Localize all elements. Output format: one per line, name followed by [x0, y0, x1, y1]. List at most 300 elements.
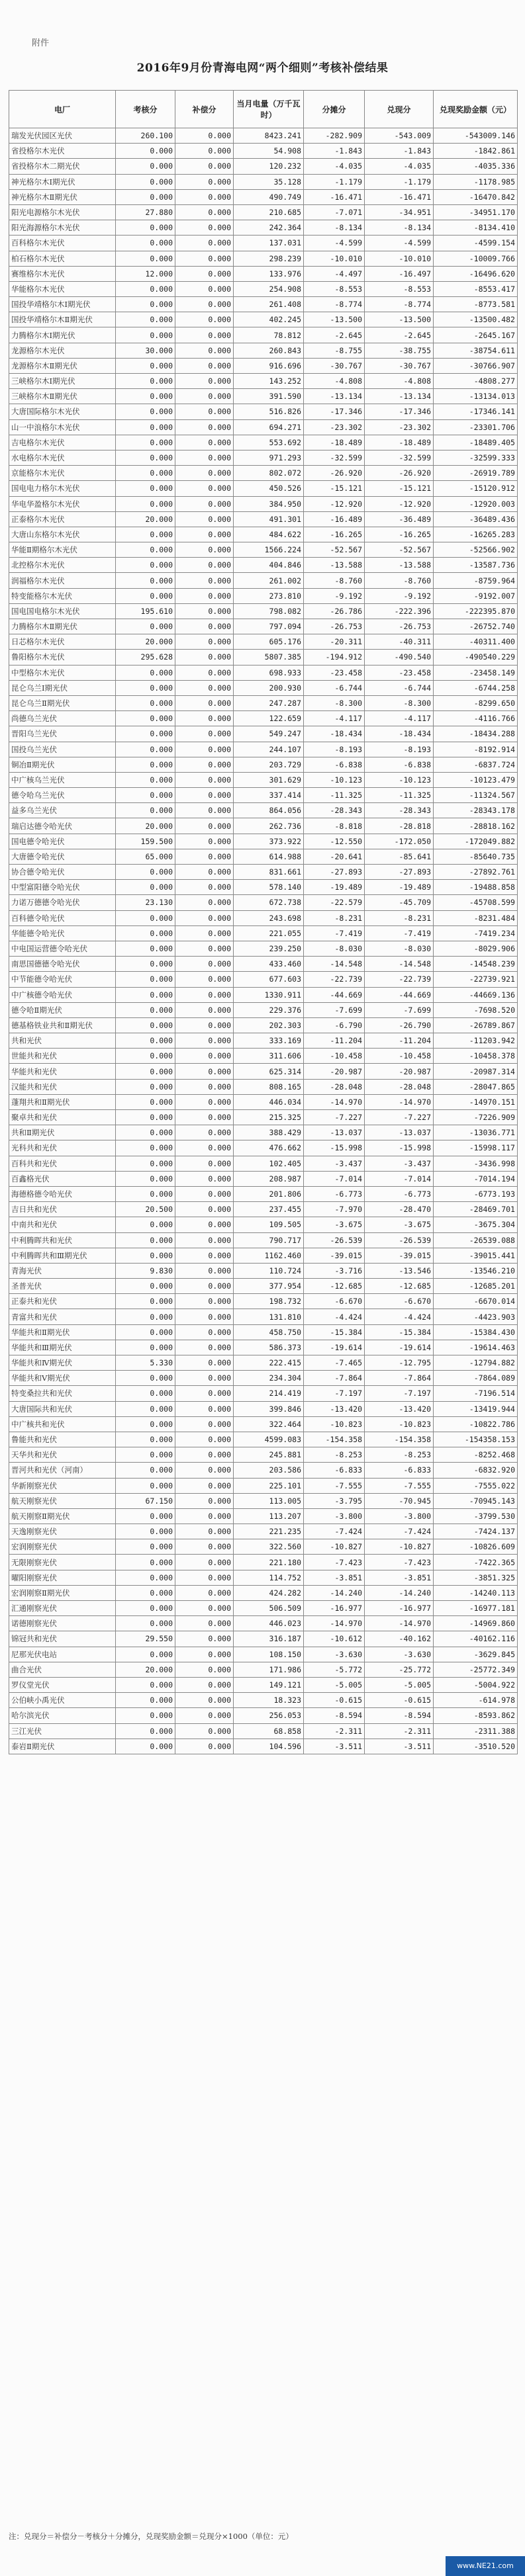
- value-cell: -14240.113: [434, 1585, 518, 1600]
- value-cell: -8.760: [365, 573, 434, 588]
- plant-name-cell: 京能格尔木光伏: [9, 466, 116, 481]
- table-row: [9, 481, 518, 496]
- value-cell: -32.599: [365, 450, 434, 465]
- value-cell: 254.908: [234, 281, 304, 296]
- value-cell: 0.000: [175, 757, 234, 772]
- value-cell: -7419.234: [434, 925, 518, 941]
- plant-name-cell: 昆仑乌兰Ⅰ期光伏: [9, 680, 116, 695]
- table-row: [9, 957, 518, 972]
- value-cell: 0.000: [175, 1616, 234, 1631]
- table-row: [9, 1401, 518, 1416]
- table-row: [9, 925, 518, 941]
- table-row: [9, 1447, 518, 1463]
- value-cell: -19488.858: [434, 880, 518, 895]
- value-cell: -4.808: [304, 374, 365, 389]
- value-cell: 384.950: [234, 496, 304, 511]
- plant-name-cell: 泰岩Ⅱ期光伏: [9, 1739, 116, 1754]
- value-cell: -45708.599: [434, 895, 518, 910]
- value-cell: -7.419: [304, 925, 365, 941]
- table-footnote: 注：兑现分＝补偿分－考核分＋分摊分，兑现奖励金额＝兑现分×1000（单位：元）: [9, 2532, 293, 2541]
- plant-name-cell: 力腾格尔木Ⅱ期光伏: [9, 619, 116, 634]
- value-cell: 260.843: [234, 343, 304, 358]
- table-row: [9, 895, 518, 910]
- value-cell: 5807.385: [234, 650, 304, 665]
- table-row: [9, 1263, 518, 1278]
- table-row: [9, 1555, 518, 1570]
- value-cell: 0.000: [116, 496, 175, 511]
- value-cell: -6832.920: [434, 1463, 518, 1478]
- value-cell: -30.767: [304, 358, 365, 373]
- value-cell: -7.014: [365, 1171, 434, 1186]
- value-cell: -6744.258: [434, 680, 518, 695]
- value-cell: 0.000: [116, 910, 175, 925]
- value-cell: 122.659: [234, 711, 304, 726]
- table-row: [9, 818, 518, 834]
- value-cell: -28.048: [304, 1079, 365, 1094]
- table-row: [9, 450, 518, 465]
- value-cell: -4.599: [365, 236, 434, 251]
- value-cell: -20.987: [304, 1064, 365, 1079]
- value-cell: -3.630: [365, 1647, 434, 1662]
- value-cell: 0.000: [116, 251, 175, 266]
- plant-name-cell: 晋河共和光伏（河南）: [9, 1463, 116, 1478]
- value-cell: -3510.520: [434, 1739, 518, 1754]
- value-cell: -13036.771: [434, 1125, 518, 1140]
- value-cell: -2.311: [304, 1723, 365, 1739]
- value-cell: 0.000: [175, 251, 234, 266]
- value-cell: -10.010: [365, 251, 434, 266]
- table-row: [9, 159, 518, 174]
- value-cell: 0.000: [175, 650, 234, 665]
- value-cell: 433.460: [234, 957, 304, 972]
- value-cell: 0.000: [175, 1125, 234, 1140]
- table-row: [9, 389, 518, 404]
- plant-name-cell: 山一中浪格尔木光伏: [9, 419, 116, 435]
- value-cell: -13419.944: [434, 1401, 518, 1416]
- value-cell: -4035.336: [434, 159, 518, 174]
- attachment-label: 附件: [32, 38, 50, 48]
- value-cell: -490540.229: [434, 650, 518, 665]
- value-cell: -12.795: [365, 1355, 434, 1371]
- value-cell: 0.000: [175, 680, 234, 695]
- value-cell: 0.000: [175, 189, 234, 204]
- value-cell: -6.833: [304, 1463, 365, 1478]
- value-cell: 0.000: [175, 849, 234, 864]
- table-row: [9, 1017, 518, 1033]
- value-cell: 171.986: [234, 1662, 304, 1677]
- value-cell: 0.000: [175, 159, 234, 174]
- table-row: [9, 1064, 518, 1079]
- value-cell: -19.614: [365, 1340, 434, 1355]
- value-cell: 114.752: [234, 1570, 304, 1585]
- value-cell: -19614.463: [434, 1340, 518, 1355]
- value-cell: -3.851: [365, 1570, 434, 1585]
- value-cell: -3.800: [365, 1508, 434, 1524]
- table-row: [9, 1324, 518, 1340]
- value-cell: 0.000: [175, 987, 234, 1002]
- plant-name-cell: 公伯峡小禹光伏: [9, 1693, 116, 1708]
- value-cell: 0.000: [175, 1355, 234, 1371]
- value-cell: -19.489: [304, 880, 365, 895]
- value-cell: 137.031: [234, 236, 304, 251]
- value-cell: 195.610: [116, 603, 175, 619]
- value-cell: -7.197: [365, 1386, 434, 1401]
- value-cell: -11324.567: [434, 788, 518, 803]
- value-cell: -4599.154: [434, 236, 518, 251]
- value-cell: 0.000: [116, 1371, 175, 1386]
- table-row: [9, 128, 518, 144]
- value-cell: 0.000: [116, 466, 175, 481]
- value-cell: -8.594: [365, 1708, 434, 1723]
- value-cell: -10123.479: [434, 772, 518, 787]
- table-row: [9, 174, 518, 189]
- column-header-plant: 电厂: [9, 91, 116, 128]
- plant-name-cell: 华能德令哈光伏: [9, 925, 116, 941]
- table-row: [9, 1693, 518, 1708]
- value-cell: -3.437: [304, 1156, 365, 1171]
- plant-name-cell: 华能共和Ⅲ期光伏: [9, 1340, 116, 1355]
- value-cell: 20.500: [116, 1202, 175, 1217]
- value-cell: -30766.907: [434, 358, 518, 373]
- value-cell: -7422.365: [434, 1555, 518, 1570]
- plant-name-cell: 宏润刚察Ⅱ期光伏: [9, 1585, 116, 1600]
- plant-name-cell: 国投华靖格尔木Ⅱ期光伏: [9, 312, 116, 327]
- plant-name-cell: 德基格铁业共和Ⅱ期光伏: [9, 1017, 116, 1033]
- value-cell: -8192.914: [434, 742, 518, 757]
- table-row: [9, 1140, 518, 1156]
- value-cell: -27.893: [365, 865, 434, 880]
- value-cell: -14.970: [304, 1616, 365, 1631]
- plant-name-cell: 中型格尔木光伏: [9, 665, 116, 680]
- value-cell: 0.000: [175, 1463, 234, 1478]
- value-cell: 578.140: [234, 880, 304, 895]
- value-cell: -7.555: [365, 1478, 434, 1493]
- value-cell: 27.880: [116, 204, 175, 220]
- value-cell: 0.000: [116, 957, 175, 972]
- value-cell: -7.424: [365, 1524, 434, 1539]
- value-cell: -3675.304: [434, 1217, 518, 1232]
- table-row: [9, 972, 518, 987]
- value-cell: 0.000: [116, 404, 175, 419]
- value-cell: -7555.022: [434, 1478, 518, 1493]
- value-cell: 0.000: [116, 1601, 175, 1616]
- value-cell: -7.423: [365, 1555, 434, 1570]
- value-cell: 0.000: [175, 404, 234, 419]
- value-cell: -0.615: [304, 1693, 365, 1708]
- plant-name-cell: 赛维格尔木光伏: [9, 266, 116, 281]
- table-row: [9, 1416, 518, 1432]
- plant-name-cell: 天华共和光伏: [9, 1447, 116, 1463]
- value-cell: -23.458: [304, 665, 365, 680]
- value-cell: -26789.867: [434, 1017, 518, 1033]
- value-cell: 0.000: [175, 941, 234, 956]
- value-cell: 0.000: [175, 1064, 234, 1079]
- value-cell: -13.588: [365, 558, 434, 573]
- table-row: [9, 849, 518, 864]
- value-cell: -8252.468: [434, 1447, 518, 1463]
- value-cell: -27.893: [304, 865, 365, 880]
- value-cell: -7.197: [304, 1386, 365, 1401]
- table-row: [9, 404, 518, 419]
- value-cell: -16.265: [304, 527, 365, 542]
- table-row: [9, 144, 518, 159]
- value-cell: -85640.735: [434, 849, 518, 864]
- value-cell: 0.000: [175, 895, 234, 910]
- value-cell: 484.622: [234, 527, 304, 542]
- plant-name-cell: 哈尔滨光伏: [9, 1708, 116, 1723]
- value-cell: -40162.116: [434, 1631, 518, 1647]
- table-row: [9, 711, 518, 726]
- table-row: [9, 1386, 518, 1401]
- value-cell: 424.282: [234, 1585, 304, 1600]
- value-cell: 0.000: [175, 419, 234, 435]
- value-cell: 0.000: [175, 435, 234, 450]
- table-row: [9, 803, 518, 818]
- plant-name-cell: 华能共和Ⅴ期光伏: [9, 1371, 116, 1386]
- value-cell: 0.000: [175, 1248, 234, 1263]
- value-cell: 916.696: [234, 358, 304, 373]
- value-cell: 0.000: [116, 1447, 175, 1463]
- plant-name-cell: 蓬翔共和Ⅱ期光伏: [9, 1094, 116, 1109]
- table-row: [9, 343, 518, 358]
- value-cell: -28.048: [365, 1079, 434, 1094]
- value-cell: -8553.417: [434, 281, 518, 296]
- value-cell: -10.458: [365, 1049, 434, 1064]
- value-cell: 0.000: [116, 1156, 175, 1171]
- value-cell: -6.744: [365, 680, 434, 695]
- value-cell: -7.970: [304, 1202, 365, 1217]
- value-cell: 222.415: [234, 1355, 304, 1371]
- value-cell: 831.661: [234, 865, 304, 880]
- table-row: [9, 374, 518, 389]
- value-cell: -70.945: [365, 1493, 434, 1508]
- value-cell: 4599.083: [234, 1432, 304, 1447]
- value-cell: 221.180: [234, 1555, 304, 1570]
- value-cell: 446.023: [234, 1616, 304, 1631]
- value-cell: -4.117: [304, 711, 365, 726]
- value-cell: -20987.314: [434, 1064, 518, 1079]
- value-cell: -10.827: [365, 1539, 434, 1555]
- plant-name-cell: 航天刚察光伏: [9, 1493, 116, 1508]
- value-cell: 0.000: [175, 389, 234, 404]
- value-cell: -3.511: [304, 1739, 365, 1754]
- value-cell: 0.000: [116, 1017, 175, 1033]
- plant-name-cell: 益多乌兰光伏: [9, 803, 116, 818]
- table-row: [9, 726, 518, 742]
- value-cell: -3.675: [304, 1217, 365, 1232]
- results-table: [9, 90, 518, 1754]
- plant-name-cell: 中型富阳德令哈光伏: [9, 880, 116, 895]
- table-row: [9, 1662, 518, 1677]
- value-cell: 672.738: [234, 895, 304, 910]
- value-cell: 0.000: [175, 742, 234, 757]
- value-cell: -13500.482: [434, 312, 518, 327]
- plant-name-cell: 华新刚察光伏: [9, 1478, 116, 1493]
- table-row: [9, 466, 518, 481]
- value-cell: -10.123: [304, 772, 365, 787]
- value-cell: 0.000: [175, 1570, 234, 1585]
- value-cell: 143.252: [234, 374, 304, 389]
- value-cell: -44.669: [365, 987, 434, 1002]
- value-cell: 0.000: [175, 910, 234, 925]
- value-cell: -13.134: [304, 389, 365, 404]
- table-row: [9, 1463, 518, 1478]
- value-cell: -2.645: [365, 327, 434, 343]
- value-cell: -22739.921: [434, 972, 518, 987]
- value-cell: 0.000: [175, 1386, 234, 1401]
- value-cell: 0.000: [116, 941, 175, 956]
- plant-name-cell: 昆仑乌兰Ⅱ期光伏: [9, 695, 116, 710]
- plant-name-cell: 华能共和Ⅳ期光伏: [9, 1355, 116, 1371]
- value-cell: 234.304: [234, 1371, 304, 1386]
- value-cell: -6.790: [304, 1017, 365, 1033]
- plant-name-cell: 力腾格尔木Ⅰ期光伏: [9, 327, 116, 343]
- value-cell: -2.645: [304, 327, 365, 343]
- value-cell: 0.000: [116, 1171, 175, 1186]
- value-cell: 391.590: [234, 389, 304, 404]
- value-cell: -9192.007: [434, 588, 518, 603]
- plant-name-cell: 德令哈乌兰光伏: [9, 788, 116, 803]
- value-cell: -4.497: [304, 266, 365, 281]
- value-cell: 0.000: [116, 1539, 175, 1555]
- value-cell: -14.240: [304, 1585, 365, 1600]
- value-cell: 0.000: [175, 834, 234, 849]
- column-header-compensation: 补偿分: [175, 91, 234, 128]
- value-cell: -7.699: [304, 1002, 365, 1017]
- value-cell: 29.550: [116, 1631, 175, 1647]
- value-cell: -154.358: [304, 1432, 365, 1447]
- value-cell: -154358.153: [434, 1432, 518, 1447]
- value-cell: -16.977: [304, 1601, 365, 1616]
- value-cell: -7424.137: [434, 1524, 518, 1539]
- plant-name-cell: 华电华盈格尔木光伏: [9, 496, 116, 511]
- value-cell: -7.227: [365, 1110, 434, 1125]
- value-cell: -17346.141: [434, 404, 518, 419]
- value-cell: -10826.609: [434, 1539, 518, 1555]
- table-row: [9, 1309, 518, 1324]
- table-row: [9, 1493, 518, 1508]
- value-cell: 0.000: [116, 1140, 175, 1156]
- plant-name-cell: 三峡格尔木Ⅱ期光伏: [9, 389, 116, 404]
- value-cell: -8.134: [365, 220, 434, 236]
- value-cell: -28.470: [365, 1202, 434, 1217]
- value-cell: -13134.013: [434, 389, 518, 404]
- table-row: [9, 435, 518, 450]
- value-cell: 0.000: [116, 542, 175, 558]
- value-cell: 0.000: [175, 603, 234, 619]
- value-cell: -16.265: [365, 527, 434, 542]
- value-cell: -8759.964: [434, 573, 518, 588]
- value-cell: 0.000: [116, 174, 175, 189]
- plant-name-cell: 国电国电格尔木光伏: [9, 603, 116, 619]
- value-cell: -23301.706: [434, 419, 518, 435]
- plant-name-cell: 百科共和光伏: [9, 1156, 116, 1171]
- table-row: [9, 1631, 518, 1647]
- value-cell: 0.000: [116, 1416, 175, 1432]
- value-cell: 0.000: [175, 1279, 234, 1294]
- value-cell: -7014.194: [434, 1171, 518, 1186]
- table-row: [9, 1110, 518, 1125]
- value-cell: 0.000: [175, 634, 234, 650]
- value-cell: 247.287: [234, 695, 304, 710]
- plant-name-cell: 中电国运营德令哈光伏: [9, 941, 116, 956]
- value-cell: -40311.400: [434, 634, 518, 650]
- value-cell: 0.000: [175, 1662, 234, 1677]
- value-cell: 0.000: [175, 144, 234, 159]
- plant-name-cell: 铜冶Ⅱ期光伏: [9, 757, 116, 772]
- plant-name-cell: 国投华靖格尔木Ⅰ期光伏: [9, 297, 116, 312]
- value-cell: 23.130: [116, 895, 175, 910]
- value-cell: 65.000: [116, 849, 175, 864]
- value-cell: 0.000: [116, 1340, 175, 1355]
- value-cell: 0.000: [116, 236, 175, 251]
- table-row: [9, 542, 518, 558]
- value-cell: -16496.620: [434, 266, 518, 281]
- value-cell: -28.818: [365, 818, 434, 834]
- value-cell: -16977.181: [434, 1601, 518, 1616]
- plant-name-cell: 龙源格尔木光伏: [9, 343, 116, 358]
- value-cell: 0.000: [116, 742, 175, 757]
- value-cell: 0.000: [175, 1555, 234, 1570]
- value-cell: 113.005: [234, 1493, 304, 1508]
- value-cell: -10.123: [365, 772, 434, 787]
- value-cell: 476.662: [234, 1140, 304, 1156]
- value-cell: -3.716: [304, 1263, 365, 1278]
- value-cell: 0.000: [175, 1677, 234, 1692]
- value-cell: -36.489: [365, 511, 434, 527]
- value-cell: -39.015: [304, 1248, 365, 1263]
- value-cell: 0.000: [116, 1294, 175, 1309]
- plant-name-cell: 神光格尔木Ⅱ期光伏: [9, 189, 116, 204]
- value-cell: 0.000: [175, 358, 234, 373]
- table-row: [9, 987, 518, 1002]
- value-cell: -8.760: [304, 573, 365, 588]
- value-cell: 295.628: [116, 650, 175, 665]
- plant-name-cell: 百科格尔木光伏: [9, 236, 116, 251]
- value-cell: 0.000: [175, 312, 234, 327]
- value-cell: -6670.014: [434, 1294, 518, 1309]
- value-cell: -543009.146: [434, 128, 518, 144]
- value-cell: 201.806: [234, 1186, 304, 1201]
- value-cell: -7.071: [304, 204, 365, 220]
- value-cell: -4.035: [304, 159, 365, 174]
- value-cell: 261.002: [234, 573, 304, 588]
- plant-name-cell: 南思国德德令哈光伏: [9, 957, 116, 972]
- table-row: [9, 619, 518, 634]
- table-row: [9, 1079, 518, 1094]
- value-cell: 0.000: [116, 1677, 175, 1692]
- value-cell: -7.699: [365, 1002, 434, 1017]
- table-row: [9, 1279, 518, 1294]
- value-cell: -11.204: [304, 1033, 365, 1049]
- value-cell: 0.000: [116, 297, 175, 312]
- value-cell: 0.000: [175, 619, 234, 634]
- plant-name-cell: 协合德令哈光伏: [9, 865, 116, 880]
- value-cell: -6.838: [365, 757, 434, 772]
- value-cell: -13.134: [365, 389, 434, 404]
- value-cell: 256.053: [234, 1708, 304, 1723]
- value-cell: -27892.761: [434, 865, 518, 880]
- table-row: [9, 511, 518, 527]
- table-row: [9, 1508, 518, 1524]
- value-cell: -36489.436: [434, 511, 518, 527]
- value-cell: 0.000: [116, 189, 175, 204]
- value-cell: 677.603: [234, 972, 304, 987]
- value-cell: -40.162: [365, 1631, 434, 1647]
- value-cell: -26752.740: [434, 619, 518, 634]
- value-cell: -10.823: [304, 1416, 365, 1432]
- value-cell: -19.614: [304, 1340, 365, 1355]
